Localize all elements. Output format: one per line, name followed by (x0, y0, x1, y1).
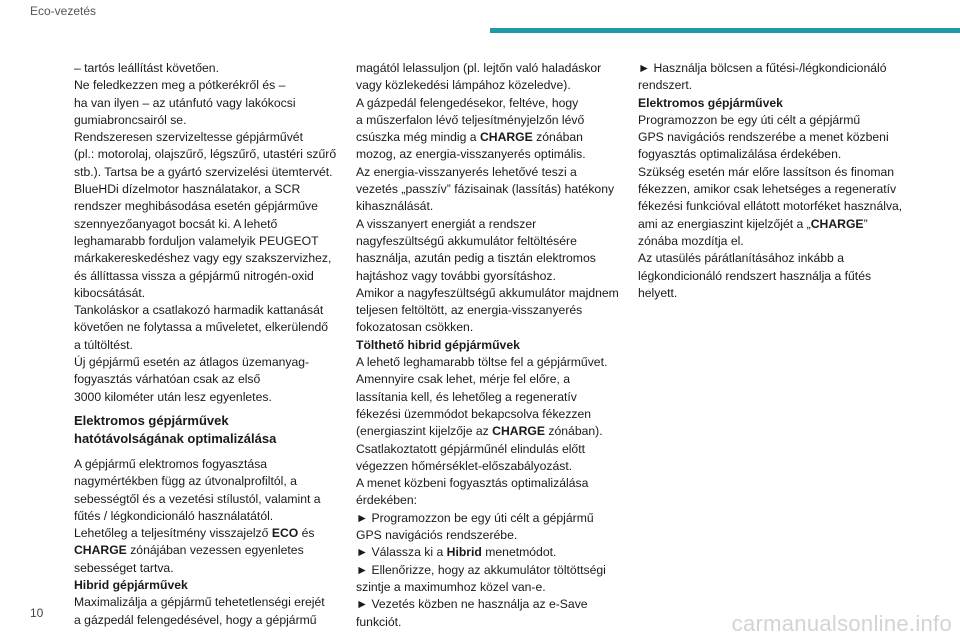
text-line: Szükség esetén már előre lassítson és finoman (638, 164, 895, 179)
text-line (74, 525, 336, 542)
text-line: Programozzon be egy úti célt a gépjármű (638, 112, 861, 127)
text-line: sebességet tartva. (74, 560, 174, 575)
text-line: a túltöltést. (74, 337, 133, 352)
text-run: zónájában vezessen egyenletes (126, 543, 304, 558)
text-line: nagymértékben függ az útvonalprofiltól, a (74, 474, 297, 489)
text-line: használja, azután pedig a tisztán elektromos (356, 251, 596, 266)
text-run: ami az energiaszint kijelzőjét a „ (638, 216, 811, 231)
text-run: és (298, 526, 315, 541)
text-run: zónában (532, 130, 583, 145)
text-line: (pl.: motorolaj, olajszűrő, légszűrő, utastéri szűrő (74, 147, 337, 162)
text-run: ” (863, 216, 868, 231)
subheading-plugin-hybrid: Tölthető hibrid gépjárművek (356, 337, 520, 352)
text-line: rendszer meghibásodása esetén gépjárműve (74, 199, 318, 214)
text-line: A gépjármű elektromos fogyasztása (74, 456, 268, 471)
text-run: menetmódot. (481, 545, 557, 560)
text-line: fűtés / légkondicionáló használatától. (74, 508, 274, 523)
text-line: ha van ilyen – az utánfutó vagy lakókocsi (74, 95, 296, 110)
text-line: BlueHDi dízelmotor használatakor, a SCR (74, 182, 301, 197)
text-column-1 (74, 60, 336, 629)
text-line: Az utasülés párátlanításához inkább a (638, 251, 844, 266)
header-title: Eco-vezetés (30, 4, 97, 18)
text-line: érdekében: (356, 493, 417, 508)
text-run: zónában). (545, 424, 603, 439)
page-number: 10 (30, 606, 44, 620)
text-line: A menet közbeni fogyasztás optimalizálása (356, 476, 589, 491)
text-line: vezetés „passzív” fázisainak (lassítás) hatékony (356, 182, 615, 197)
heading-line: Elektromos gépjárművek (74, 412, 229, 428)
watermark: carmanualsonline.info (731, 611, 952, 636)
charge-zone-label: CHARGE (74, 543, 127, 558)
text-line: A lehető leghamarabb töltse fel a gépjárművet. (356, 355, 608, 370)
text-line: zónába mozdítja el. (638, 233, 744, 248)
text-column-2 (356, 60, 618, 631)
subheading-electric: Elektromos gépjárművek (638, 95, 783, 110)
subheading-hybrid: Hibrid gépjárművek (74, 578, 188, 593)
text-line: hajtáshoz vagy további gyorsításhoz. (356, 268, 556, 283)
text-line: és állíttassa vissza a gépjármű nitrogén-oxid (74, 268, 314, 283)
text-line: leghamarabb forduljon valamelyik PEUGEOT (74, 233, 319, 248)
text-column-3 (638, 60, 903, 302)
text-line: helyett. (638, 285, 678, 300)
bullet-line: ► Vezetés közben ne használja az e-Save (356, 597, 588, 612)
text-line: gumiabroncsairól se. (74, 112, 187, 127)
text-run: (energiaszint kijelzője az (356, 424, 493, 439)
paragraph-climate (638, 60, 900, 95)
charge-zone-label: CHARGE (479, 130, 533, 145)
text-line: mozog, az energia-visszanyerés optimális. (356, 147, 586, 162)
bullet-line: ► Programozzon be egy úti célt a gépjármű (356, 510, 594, 525)
text-line (356, 129, 618, 146)
heading-line: hatótávolságának optimalizálása (74, 430, 277, 446)
text-line: rendszert. (638, 78, 693, 93)
text-line (74, 542, 336, 559)
text-run: csúszka még mindig a (356, 130, 480, 145)
text-line: kibocsátását. (74, 285, 146, 300)
text-line (638, 216, 900, 233)
text-line: stb.). Tartsa be a gyártó szervizelési ütemtervét. (74, 164, 333, 179)
text-line: követően ne folytassa a műveletet, elkerülendő (74, 320, 329, 335)
text-line: Amikor a nagyfeszültségű akkumulátor majdnem (356, 285, 619, 300)
text-line: funkciót. (356, 614, 402, 629)
text-line: fékezzen, amikor csak lehetséges a regeneratív (638, 182, 897, 197)
text-line: Maximalizálja a gépjármű tehetetlenségi erejét (74, 595, 325, 610)
text-line: A gázpedál felengedésekor, feltéve, hogy (356, 95, 579, 110)
text-line: Amennyire csak lehet, mérje fel előre, a (356, 372, 571, 387)
text-line: Az energia-visszanyerés lehetővé teszi a (356, 164, 577, 179)
bullet-line (356, 544, 618, 561)
paragraph-hybrid (74, 594, 336, 629)
paragraph-ev-consumption (74, 456, 336, 577)
hybrid-mode-label: Hibrid (446, 545, 482, 560)
text-line: fékezési funkcióval ellátott motorféket használva, (638, 199, 903, 214)
text-run: ► Válassza ki a (356, 545, 447, 560)
charge-zone-label: CHARGE (492, 424, 545, 439)
section-heading-ev-range (74, 412, 336, 448)
text-line: GPS navigációs rendszerébe. (356, 528, 518, 543)
text-line: Csatlakoztatott gépjárműnél elindulás előtt (356, 441, 585, 456)
text-line: A visszanyert energiát a rendszer (356, 216, 537, 231)
text-line: teljesen feltöltött, az energia-visszanyerés (356, 303, 583, 318)
text-line: vagy közlekedési lámpához közeledve). (356, 78, 571, 93)
text-line: – tartós leállítást követően. (74, 61, 219, 75)
text-line: légkondicionáló rendszert használja a fűtés (638, 268, 872, 283)
text-line: Ne feledkezzen meg a pótkerékről és – (74, 78, 286, 93)
text-line: fogyasztás várhatóan csak az első (74, 372, 261, 387)
bullet-line: ► Használja bölcsen a fűtési-/légkondicionáló (638, 61, 887, 75)
text-line: fokozatosan csökken. (356, 320, 474, 335)
paragraph-regeneration (356, 60, 618, 337)
text-line: kihasználását. (356, 199, 434, 214)
text-line (356, 423, 618, 440)
text-line: 3000 kilométer után lesz egyenletes. (74, 389, 272, 404)
text-run: Lehetőleg a teljesítmény visszajelző (74, 526, 272, 541)
paragraph-plugin-hybrid (356, 354, 618, 631)
text-line: szintje a maximumhoz közel van-e. (356, 579, 546, 594)
paragraph-maintenance (74, 60, 336, 406)
text-line: lassítania kell, és lehetőleg a regeneratív (356, 389, 577, 404)
text-line: sebességtől és a vezetési stílustól, valamint a (74, 491, 321, 506)
text-line: magától lelassuljon (pl. lejtőn való haladáskor (356, 61, 602, 75)
text-line: fékezési üzemmódot bekapcsolva fékezzen (356, 406, 592, 421)
text-line: Új gépjármű esetén az átlagos üzemanyag- (74, 355, 310, 370)
charge-zone-label: CHARGE (810, 216, 864, 231)
header-accent-bar (490, 28, 960, 33)
text-line: a gázpedál felengedésével, hogy a gépjármű (74, 612, 317, 627)
text-line: végezzen hőmérséklet-előszabályozást. (356, 458, 573, 473)
text-line: fogyasztás optimalizálása érdekében. (638, 147, 842, 162)
paragraph-electric (638, 112, 903, 302)
eco-zone-label: ECO (271, 526, 299, 541)
text-line: szennyezőanyagot bocsát ki. A lehető (74, 216, 278, 231)
text-line: Tankoláskor a csatlakozó harmadik kattanását (74, 303, 324, 318)
text-line: Rendszeresen szervizeltesse gépjárművét (74, 130, 303, 145)
text-line: márkakereskedéshez vagy egy szakszervizhez, (74, 251, 332, 266)
text-line: nagyfeszültségű akkumulátor feltöltésére (356, 233, 577, 248)
text-line: GPS navigációs rendszerébe a menet közbeni (638, 130, 889, 145)
text-line: a műszerfalon lévő teljesítményjelzőn lévő (356, 112, 585, 127)
bullet-line: ► Ellenőrizze, hogy az akkumulátor töltöttségi (356, 562, 606, 577)
